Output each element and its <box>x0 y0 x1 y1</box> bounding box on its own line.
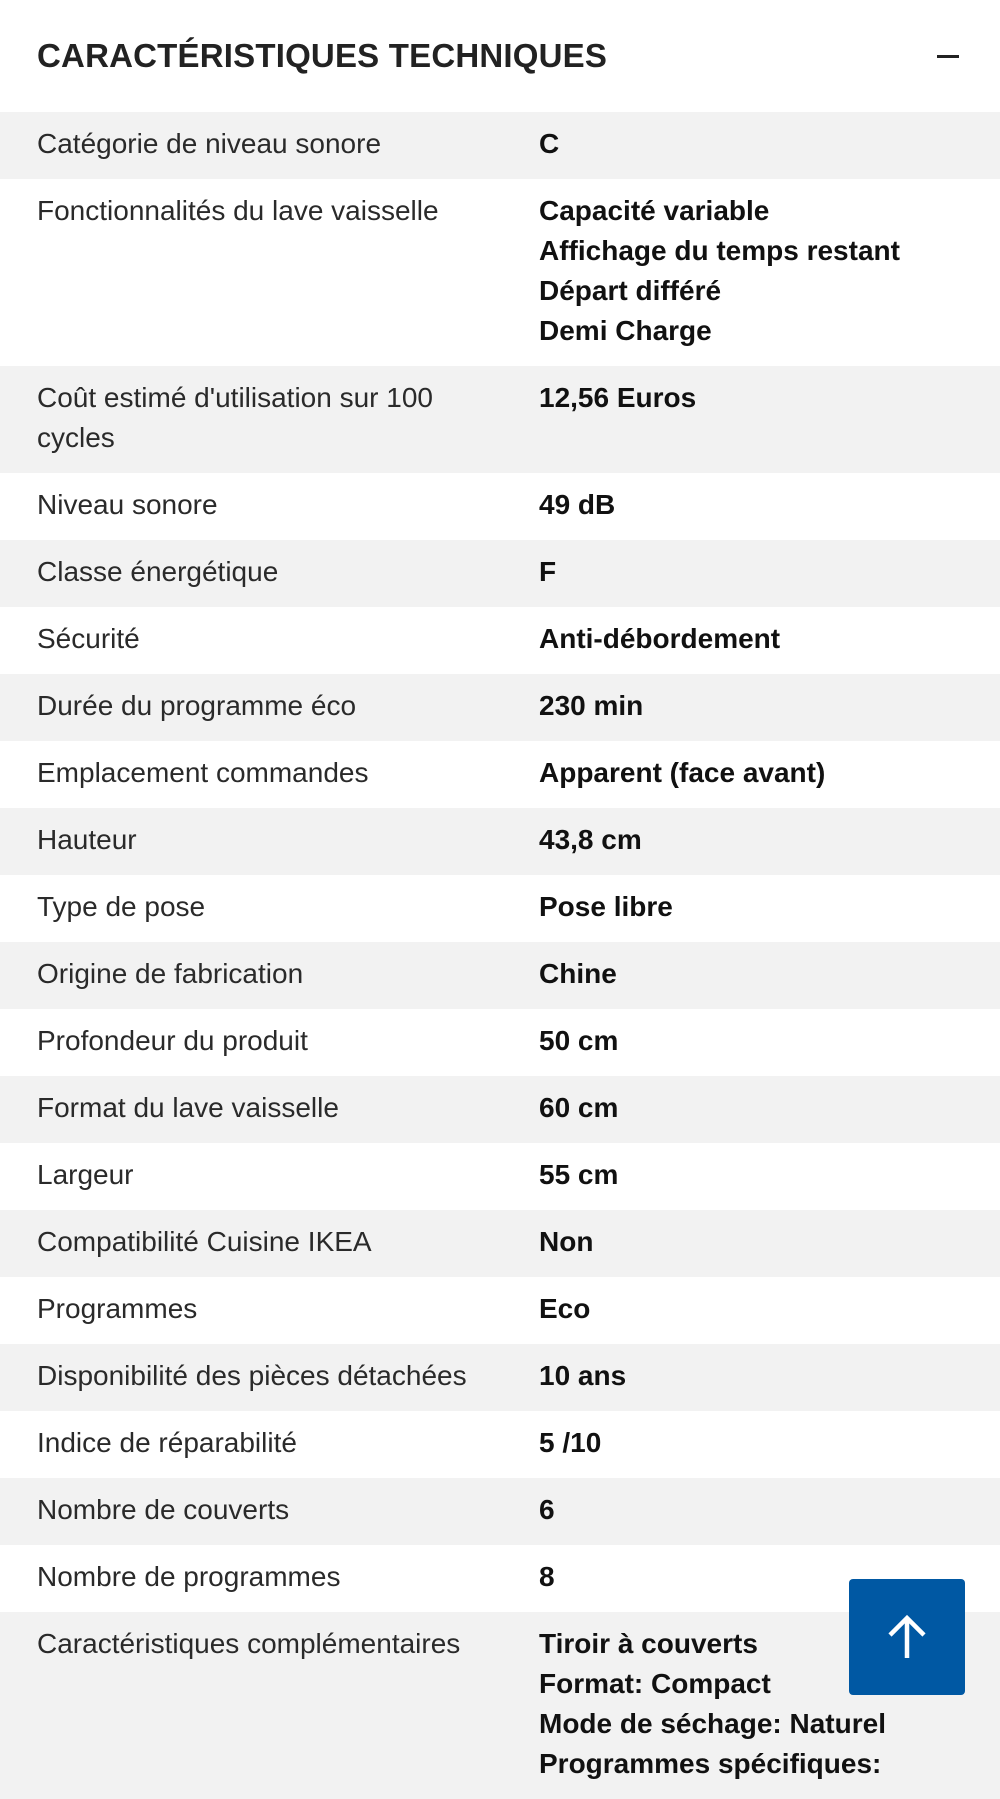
spec-value <box>539 1356 963 1396</box>
spec-value-line: 230 min <box>539 690 644 721</box>
spec-label: Niveau sonore <box>37 489 218 520</box>
spec-value-line: F <box>539 556 557 587</box>
spec-value <box>539 124 963 164</box>
spec-row <box>0 112 1000 179</box>
spec-row <box>0 1478 1000 1545</box>
spec-value-line: Anti-débordement <box>539 623 781 654</box>
spec-row <box>0 1344 1000 1411</box>
spec-row <box>0 607 1000 674</box>
spec-label: Fonctionnalités du lave vaisselle <box>37 195 439 226</box>
spec-row <box>0 942 1000 1009</box>
spec-row <box>0 808 1000 875</box>
spec-label: Coût estimé d'utilisation sur 100 cycles <box>37 382 433 453</box>
spec-value-line: Pose libre <box>539 891 673 922</box>
spec-row <box>0 1143 1000 1210</box>
spec-label: Largeur <box>37 1159 134 1190</box>
scroll-to-top-button[interactable] <box>849 1579 965 1695</box>
spec-value <box>539 1021 963 1061</box>
spec-label: Hauteur <box>37 824 137 855</box>
spec-value-line: 5 /10 <box>539 1427 602 1458</box>
spec-value-line: 10 ans <box>539 1360 627 1391</box>
spec-value <box>539 1222 963 1262</box>
spec-value <box>539 378 963 458</box>
spec-value <box>539 619 963 659</box>
spec-row <box>0 875 1000 942</box>
spec-value <box>539 1289 963 1329</box>
spec-value-line: Demi Charge <box>539 315 712 346</box>
arrow-up-icon <box>885 1614 929 1660</box>
spec-value-line: 50 cm <box>539 1025 619 1056</box>
spec-value <box>539 485 963 525</box>
spec-value-line: 43,8 cm <box>539 824 642 855</box>
spec-value <box>539 1490 963 1530</box>
spec-value <box>539 686 963 726</box>
spec-value-line: 12,56 Euros <box>539 382 697 413</box>
spec-label: Catégorie de niveau sonore <box>37 128 382 159</box>
spec-label: Profondeur du produit <box>37 1025 308 1056</box>
spec-value <box>539 1423 963 1463</box>
spec-label: Type de pose <box>37 891 206 922</box>
spec-row <box>0 473 1000 540</box>
spec-value-line: Non <box>539 1226 594 1257</box>
spec-value-line: Affichage du temps restant <box>539 235 900 266</box>
section-title: CARACTÉRISTIQUES TECHNIQUES <box>37 37 608 74</box>
spec-row <box>0 1277 1000 1344</box>
spec-value-line: Mode de séchage: Naturel <box>539 1708 886 1739</box>
spec-row <box>0 366 1000 473</box>
spec-value <box>539 1155 963 1195</box>
spec-label: Compatibilité Cuisine IKEA <box>37 1226 372 1257</box>
spec-value-line: 8 <box>539 1561 555 1592</box>
spec-value-line: 55 cm <box>539 1159 619 1190</box>
spec-label: Nombre de programmes <box>37 1561 341 1592</box>
spec-label: Origine de fabrication <box>37 958 304 989</box>
spec-value-line: Programmes spécifiques: <box>539 1748 882 1779</box>
spec-row <box>0 674 1000 741</box>
spec-label: Sécurité <box>37 623 140 654</box>
spec-label: Emplacement commandes <box>37 757 369 788</box>
spec-row <box>0 1076 1000 1143</box>
spec-value <box>539 191 963 351</box>
spec-row <box>0 1210 1000 1277</box>
spec-row <box>0 741 1000 808</box>
spec-value-line: Eco <box>539 1293 591 1324</box>
spec-value-line: C <box>539 128 560 159</box>
spec-label: Indice de réparabilité <box>37 1427 297 1458</box>
spec-value-line: Capacité variable <box>539 195 770 226</box>
spec-value-line: 49 dB <box>539 489 616 520</box>
spec-label: Disponibilité des pièces détachées <box>37 1360 467 1391</box>
spec-row <box>0 179 1000 366</box>
spec-label: Classe énergétique <box>37 556 279 587</box>
spec-value-line: Apparent (face avant) <box>539 757 826 788</box>
spec-value <box>539 753 963 793</box>
spec-label: Durée du programme éco <box>37 690 357 721</box>
spec-value <box>539 887 963 927</box>
spec-label: Nombre de couverts <box>37 1494 290 1525</box>
collapse-button[interactable] <box>926 34 970 78</box>
spec-row <box>0 540 1000 607</box>
spec-label: Caractéristiques complémentaires <box>37 1628 461 1659</box>
spec-label: Programmes <box>37 1293 198 1324</box>
spec-value <box>539 954 963 994</box>
specs-table <box>0 112 1000 1799</box>
specs-section-header[interactable] <box>0 0 1000 112</box>
spec-value-line: Format: Compact <box>539 1668 771 1699</box>
spec-row <box>0 1009 1000 1076</box>
spec-value-line: Départ différé <box>539 275 722 306</box>
spec-row <box>0 1411 1000 1478</box>
spec-value-line: Tiroir à couverts <box>539 1628 758 1659</box>
minus-icon <box>937 55 959 58</box>
spec-value <box>539 820 963 860</box>
spec-value-line: 6 <box>539 1494 555 1525</box>
spec-value <box>539 1088 963 1128</box>
spec-value-line: Chine <box>539 958 617 989</box>
spec-value <box>539 552 963 592</box>
spec-label: Format du lave vaisselle <box>37 1092 339 1123</box>
spec-value-line: 60 cm <box>539 1092 619 1123</box>
